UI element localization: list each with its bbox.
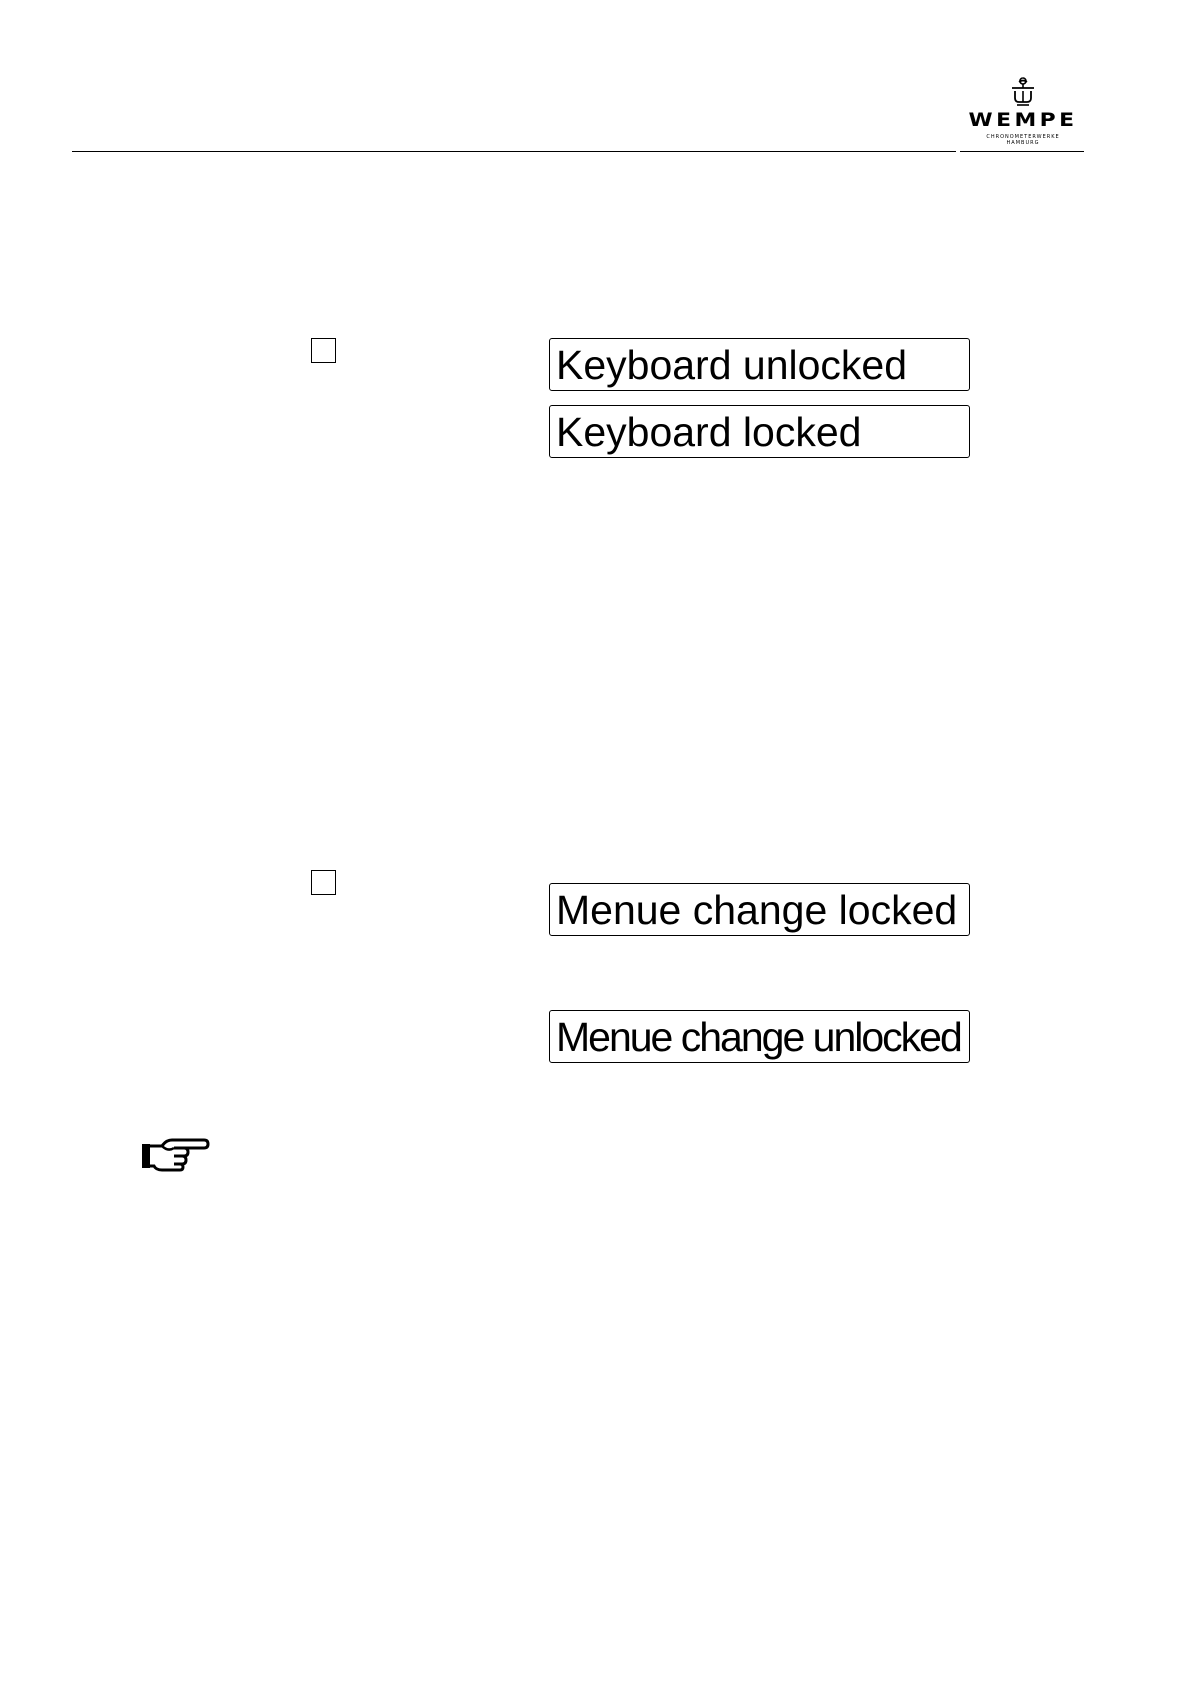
key-icon xyxy=(311,870,336,895)
display-text: Keyboard locked xyxy=(556,409,862,455)
key-icon xyxy=(311,338,336,363)
logo-wordmark: WEMPE xyxy=(968,109,1078,131)
wempe-logo xyxy=(962,76,1084,148)
display-text: Menue change locked xyxy=(556,887,958,933)
header-rule xyxy=(72,151,1084,152)
logo-emblem-icon xyxy=(1005,76,1041,108)
lcd-display-keyboard-unlocked xyxy=(549,338,970,391)
header-rule-gap xyxy=(956,149,960,155)
logo-subline-city: HAMBURG xyxy=(1006,140,1040,146)
pointing-hand-icon xyxy=(140,1136,210,1174)
logo-subline: CHRONOMETERWERKE xyxy=(986,134,1060,140)
display-text: Keyboard unlocked xyxy=(556,342,908,388)
lcd-display-menue-change-locked xyxy=(549,883,970,936)
display-text: Menue change unlocked xyxy=(556,1014,961,1060)
lcd-display-keyboard-locked xyxy=(549,405,970,458)
lcd-display-menue-change-unlocked xyxy=(549,1010,970,1063)
